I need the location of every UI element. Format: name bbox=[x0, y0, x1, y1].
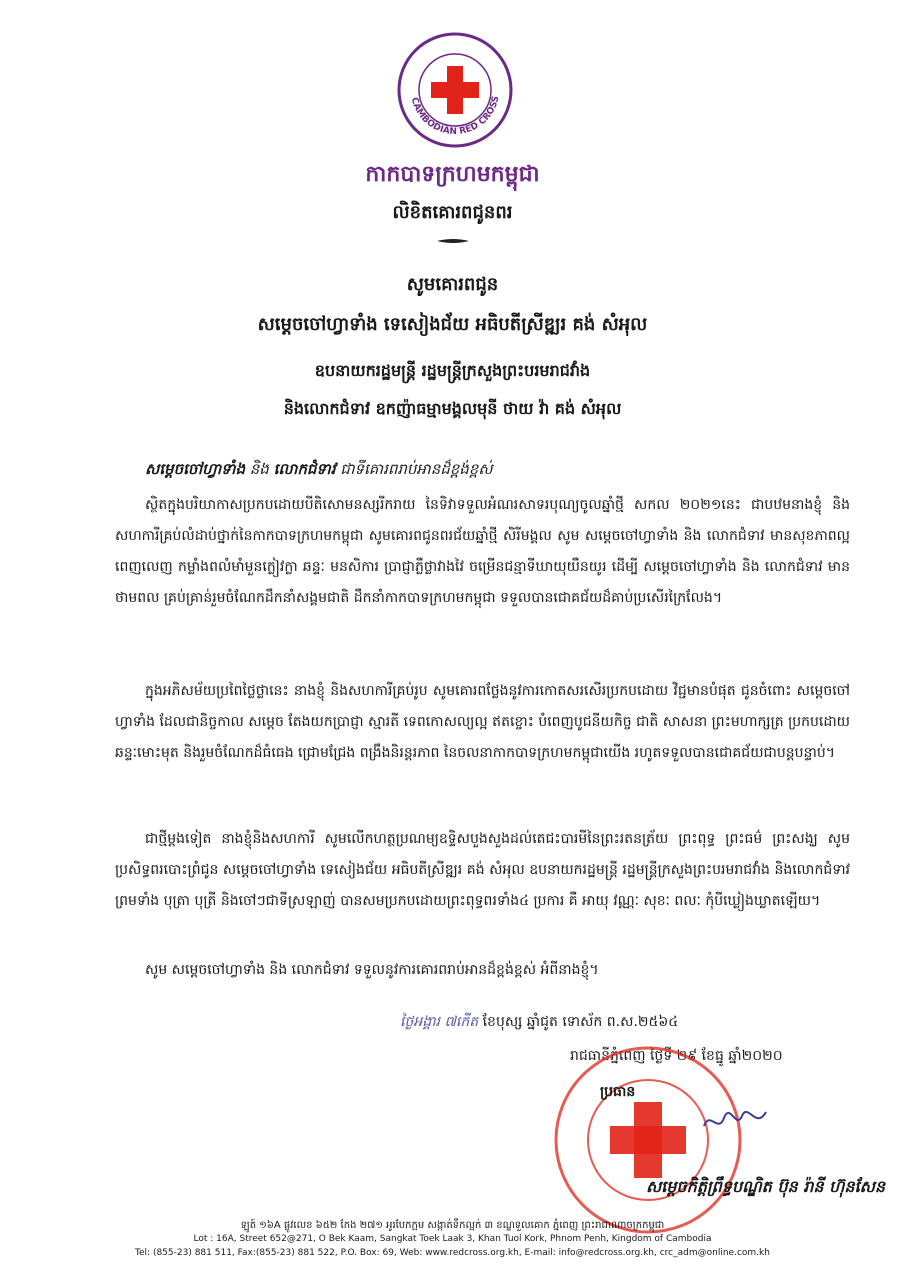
salutation bbox=[145, 460, 493, 482]
signer-title: ប្រធាន bbox=[600, 1084, 636, 1100]
salutation-rest: ជាទីគោរពរាប់អានដ៏ខ្ពង់ខ្ពស់ bbox=[335, 460, 493, 478]
org-name: កាកបាទក្រហមកម្ពុជា bbox=[365, 162, 540, 187]
recipient-line-1: សូមគោរពជូន bbox=[406, 274, 499, 295]
recipient-line-4: និងលោកជំទាវ ឧកញ៉ាធម្មាមង្គលមុនី ថាយ វ៉ា គង់ សំអុល bbox=[283, 399, 622, 418]
official-stamp bbox=[548, 1040, 748, 1240]
recipient-line-3: ឧបនាយករដ្ឋមន្ត្រី រដ្ឋមន្ត្រីក្រសួងព្រះបរមរាជវាំង bbox=[314, 361, 591, 380]
footer-address-km: ឡូត៍ ១៦A ផ្លូវលេខ ៦៥២ កែង ២៧១ អូរបែកក្អម សង្កាត់ទឹកល្អក់ ៣ ខណ្ឌទួលគោក ភ្នំពេញ ព្រះរាជាណាចក្រកម្ពុជា bbox=[240, 1220, 665, 1231]
gregorian-date: រាជធានីភ្នំពេញ ថ្ងៃទី ២៩ ខែធ្នូ ឆ្នាំ២០២០ bbox=[570, 1048, 783, 1064]
salutation-name-b: លោកជំទាវ bbox=[273, 460, 336, 478]
divider-ornament bbox=[437, 238, 469, 244]
lunar-date-text: ខែបុស្ស ឆ្នាំជូត ទោស័ក ព.ស.២៥៦៤ bbox=[482, 1014, 679, 1030]
signer-name: សម្តេចកិត្តិព្រឹទ្ធបណ្ឌិត ប៊ុន រ៉ានី ហ៊ុនសែន bbox=[645, 1177, 885, 1196]
lunar-date bbox=[400, 1012, 860, 1033]
closing-line: សូម សម្តេចចៅហ្វាទាំង និង លោកជំទាវ ទទួលនូវការគោរពរាប់អានដ៏ខ្ពង់ខ្ពស់ អំពីនាងខ្ញុំ។ bbox=[145, 962, 599, 978]
doc-title: លិខិតគោរពជូនពរ bbox=[392, 202, 513, 223]
footer-address-en: Lot : 16A, Street 652@271, O Bek Kaam, Sangkat Toek Laak 3, Khan Tuol Kork, Phnom Penh, Kingdom of Cambodia bbox=[193, 1234, 712, 1244]
body-paragraph-2: ក្នុងអភិសម័យប្រពៃថ្លៃថ្លានេះ នាងខ្ញុំ និងសហការីគ្រប់រូប សូមគោរពថ្លែងនូវការកោតសរសើរប្រកបដោយ វិជ្ជមានបំផុត ជូនចំពោះ សម្តេចចៅហ្វាទាំង ដែលជានិច្ចកាល សម្តេច តែងយកប្រាជ្ញា ស្មារតី ទេពកោសល្យល្អ ឥតខ្ចោះ បំពេញបូជនីយកិច្ច ជាតិ សាសនា ព្រះមហាក្សត្រ ប្រកបដោយឆន្ទៈមោះមុត និងរួមចំណែកដ៏ធំធេង ជ្រោមជ្រែង ពង្រឹងនិរន្តរភាព នៃចលនាកាកបាទក្រហមកម្ពុជាយើង រហូតទទួលបានជោគជ័យជាបន្តបន្ទាប់។ bbox=[115, 683, 851, 761]
salutation-mid: និង bbox=[244, 460, 274, 478]
body-paragraph-1: ស្ថិតក្នុងបរិយាកាសប្រកបដោយបីតិសោមនស្សរីករាយ នៃទិវាទទួលអំណរសាទរបុណ្យចូលឆ្នាំថ្មី សកល ២០២១នេះ ជាបឋមនាងខ្ញុំ និងសហការីគ្រប់លំដាប់ថ្នាក់នៃកាកបាទក្រហមកម្ពុជា សូមគោរពជូនពរជ័យឆ្នាំថ្មី សិរីមង្គល សូម សម្តេចចៅហ្វាទាំង និង លោកជំទាវ មានសុខភាពល្អពេញលេញ កម្លាំងពលំមាំមួនក្លៀវក្លា ឆន្ទៈ មនសិការ ប្រាជ្ញាភ្លឺថ្លាវាងវៃ ចម្រើនជន្មាទីឃាយុយឺនយូរ ដើម្បី សម្តេចចៅហ្វាទាំង និង លោកជំទាវ មានថាមពល គ្រប់គ្រាន់រួមចំណែកដឹកនាំសង្គមជាតិ ដឹកនាំកាកបាទក្រហមកម្ពុជា ទទួលបានជោគជ័យដ៏គាប់ប្រសើរក្រៃលែង។ bbox=[115, 497, 850, 606]
salutation-name-a: សម្តេចចៅហ្វាទាំង bbox=[145, 460, 245, 478]
recipient-line-2: សម្តេចចៅហ្វាទាំង ទេសៀងជ័យ អធិបតីស្រីឌ្ឍរ គង់ សំអុល bbox=[257, 314, 648, 335]
footer-contact: Tel: (855-23) 881 511, Fax:(855-23) 881 522, P.O. Box: 69, Web: www.redcross.org.kh, E-mail: info@redcross.org.kh, crc_adm@online.com.kh bbox=[135, 1248, 770, 1258]
logo-text: CAMBODIAN RED CROSS bbox=[408, 95, 502, 138]
body-paragraph-3: ជាថ្មីម្តងទៀត នាងខ្ញុំនិងសហការី សូមលើកហត្ថប្រណម្យឧទ្ទិសបួងសួងដល់តេជះបារមីនៃព្រះរតនត្រ័យ ព្រះពុទ្ធ ព្រះធម៌ ព្រះសង្ឃ សូមប្រសិទ្ធពរបោះព្រំជូន សម្តេចចៅហ្វាទាំង ទេសៀងជ័យ អធិបតីស្រីឌ្ឍរ គង់ សំអុល ឧបនាយករដ្ឋមន្ត្រី រដ្ឋមន្ត្រីក្រសួងព្រះបរមរាជវាំង និងលោកជំទាវ ព្រមទាំង បុត្រា បុត្រី និងចៅៗជាទីស្រឡាញ់ បានសមប្រកបដោយព្រះពុទ្ធពរទាំង៤ ប្រការ គឺ អាយុ វណ្ណៈ សុខៈ ពលៈ កុំបីឃ្លៀងឃ្លាតឡើយ។ bbox=[115, 831, 850, 909]
cambodian-red-cross-logo bbox=[395, 30, 515, 150]
handwritten-day: ថ្ងៃអង្គារ ៧កើត bbox=[400, 1014, 479, 1030]
signature-mark bbox=[700, 1100, 770, 1140]
